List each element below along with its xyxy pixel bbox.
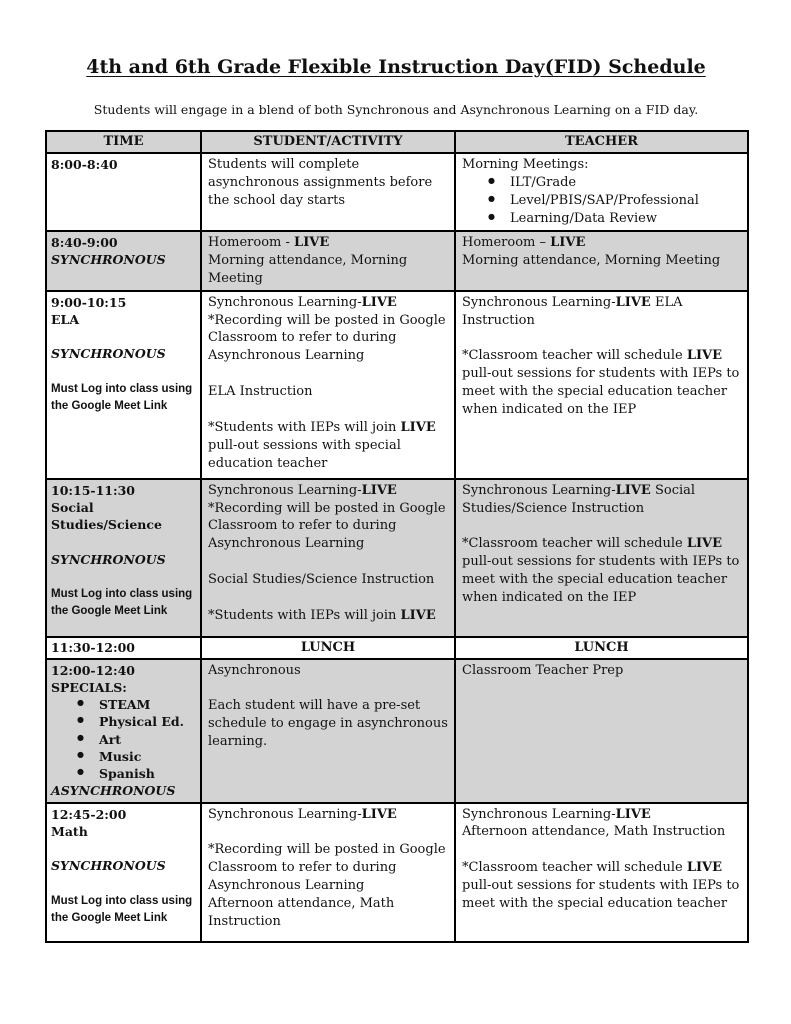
text-segment: *Classroom teacher will schedule [462,348,687,364]
text-segment: *Classroom teacher will schedule [462,860,687,876]
text-segment: ILT/Grade [510,174,577,190]
col-header-teacher: TEACHER [455,131,748,153]
bullet-icon: ● [77,749,84,759]
blank-line [51,363,196,380]
text-segment: Asynchronous [208,662,301,678]
text-segment: LIVE [686,348,723,364]
text-line [462,234,741,252]
text-segment: 8:00-8:40 [51,157,118,172]
bullet-item [51,713,196,730]
text-line [462,823,741,841]
text-segment: Each student will have a pre-set schedule to engage in asynchronous learning. [208,698,448,750]
text-line [208,662,448,680]
text-segment: SYNCHRONOUS [51,346,166,362]
text-line [51,639,196,656]
col-header-student-activity: STUDENT/ACTIVITY [201,131,455,153]
table-row [46,291,748,479]
text-segment: pull-out sessions with special education teacher [208,438,401,471]
bullet-text [99,713,184,730]
text-line [462,535,741,607]
text-line [462,294,741,330]
text-segment: Synchronous Learning- [462,806,616,822]
text-segment: Music [99,748,142,764]
text-line [462,252,741,270]
cell-time [46,231,201,291]
text-segment: Synchronous Learning- [208,806,362,822]
bullet-item [51,748,196,765]
text-line [208,234,448,252]
cell-student [201,479,455,637]
text-segment: Morning attendance, Morning Meeting [208,252,408,286]
text-segment: Synchronous Learning- [208,294,362,310]
text-line [462,859,741,913]
text-segment: Homeroom - [208,234,295,250]
bullet-item [51,765,196,782]
text-segment: Synchronous Learning- [208,482,362,498]
blank-line [51,533,196,550]
text-segment: 11:30-12:00 [51,639,135,655]
text-line [51,294,196,311]
text-line [462,482,741,518]
blank-line [208,679,448,697]
cell-time [46,803,201,942]
blank-line [208,553,448,571]
bullet-icon: ● [488,193,495,203]
text-segment: Art [99,731,122,747]
text-line [51,380,196,414]
text-line [51,156,196,173]
text-line [51,482,196,499]
text-segment: *Classroom teacher will schedule [462,536,687,552]
bullet-item [51,696,196,713]
text-line [208,312,448,366]
text-segment: LIVE [400,420,436,436]
text-segment: *Recording will be posted in Google Classroom to refer to during Asynchronous Learning [208,312,446,364]
cell-teacher [455,153,748,231]
page-subtitle: Students will engage in a blend of both Synchronous and Asynchronous Learning on a FID day. [93,102,699,117]
cell-student [201,659,455,803]
cell-teacher [455,231,748,291]
text-line [208,294,448,312]
text-segment: 10:15-11:30 [51,482,135,498]
blank-line [208,401,448,419]
text-segment: STEAM [99,697,151,712]
blank-line [51,328,196,345]
cell-student [201,231,455,291]
text-segment: *Recording will be posted in Google Classroom to refer to during Asynchronous Learning [208,500,446,552]
bullet-item [462,210,741,228]
text-line [51,662,196,679]
text-line [208,895,448,931]
text-line [208,639,448,657]
text-line [51,234,196,251]
text-segment: 9:00-10:15 [51,294,127,310]
text-segment: Social Studies/Science Instruction [208,572,435,588]
bullet-icon: ● [488,175,495,185]
text-segment: LIVE [615,806,651,822]
text-line [51,679,196,696]
table-row [46,659,748,803]
text-line [51,551,196,568]
text-segment: *Students with IEPs will join [208,420,401,436]
text-line [208,607,448,625]
bullet-item [462,174,741,192]
text-line [51,892,196,926]
text-segment: Spanish [99,766,155,781]
text-segment: SYNCHRONOUS [51,551,166,567]
cell-student [201,803,455,942]
bullet-icon: ● [488,211,495,221]
text-segment: LIVE [400,608,436,624]
table-row [46,803,748,942]
text-segment: Homeroom – [462,234,551,250]
text-line [462,662,741,680]
text-segment: Afternoon attendance, Math Instruction [208,896,395,930]
text-line [51,585,196,619]
cell-teacher [455,637,748,659]
text-segment: Morning attendance, Morning Meeting [462,252,721,268]
text-line [462,639,741,657]
bullet-text [99,765,155,782]
text-segment: ELA Instruction [208,384,313,400]
text-line [51,823,196,840]
text-line [51,782,196,799]
bullet-item [51,731,196,748]
cell-student [201,153,455,231]
text-segment: ELA [51,311,80,327]
blank-line [51,875,196,892]
text-segment: pull-out sessions for students with IEPs to meet with the special education teacher when indicated on the IEP [462,366,740,418]
text-segment: Social Studies/Science [51,499,162,533]
text-segment: LIVE [361,482,397,498]
text-segment: Synchronous Learning- [462,294,616,310]
text-line [462,347,741,419]
text-line [208,500,448,554]
bullet-icon: ● [77,732,84,742]
text-segment: Students will complete asynchronous assignments before the school day starts [208,157,433,208]
text-line [51,499,196,534]
text-segment: Social Studies/Science Instruction [462,482,696,516]
text-line [51,806,196,823]
text-segment: Physical Ed. [99,714,184,730]
cell-time [46,659,201,803]
blank-line [51,568,196,585]
text-line [208,383,448,401]
bullet-text [99,731,121,748]
text-segment: Afternoon attendance, Math Instruction [462,824,726,840]
text-line [208,806,448,824]
text-segment: ASYNCHRONOUS [51,783,176,799]
bullet-item [462,192,741,210]
text-segment: LIVE [294,234,330,250]
text-segment: LIVE [361,806,397,822]
cell-teacher [455,803,748,942]
text-line [208,697,448,751]
text-segment: LUNCH [300,639,356,655]
bullet-text [510,192,699,210]
text-segment: ELA Instruction [462,294,683,328]
bullet-icon: ● [77,767,84,776]
table-row [46,479,748,637]
text-segment: Math [51,823,88,839]
text-line [208,841,448,895]
text-segment: Classroom Teacher Prep [462,662,624,678]
text-segment: 12:45-2:00 [51,806,127,822]
text-line [208,571,448,589]
text-line [462,806,741,824]
text-segment: *Students with IEPs will join [208,608,401,624]
text-segment: SYNCHRONOUS [51,858,166,874]
blank-line [462,517,741,535]
schedule-table [45,130,749,943]
bullet-text [510,174,576,192]
text-line [208,156,448,210]
text-line [208,419,448,473]
text-segment: SPECIALS: [51,679,127,695]
cell-teacher [455,659,748,803]
text-segment: pull-out sessions for students with IEPs to meet with the special education teacher when indicated on the IEP [462,554,740,606]
col-header-time: TIME [46,131,201,153]
text-segment: *Recording will be posted in Google Classroom to refer to during Asynchronous Learning [208,842,446,894]
blank-line [208,823,448,841]
cell-time [46,479,201,637]
bullet-text [510,210,657,228]
text-segment: 8:40-9:00 [51,234,118,250]
text-line [208,252,448,288]
text-segment: Synchronous Learning- [462,482,616,498]
cell-student [201,637,455,659]
text-segment: LIVE [686,536,723,552]
text-segment: Must Log into class using the Google Meet Link [51,894,193,924]
text-line [51,857,196,874]
cell-time [46,291,201,479]
bullet-text [99,696,150,713]
blank-line [208,589,448,607]
cell-time [46,153,201,231]
text-segment: LIVE [361,294,397,310]
bullet-text [99,748,141,765]
blank-line [462,329,741,347]
blank-line [51,840,196,857]
text-segment: LIVE [615,482,651,498]
bullet-icon: ● [77,698,84,707]
page-title: 4th and 6th Grade Flexible Instruction Day(FID) Schedule [86,56,706,78]
text-line [51,251,196,268]
cell-teacher [455,291,748,479]
text-segment: 12:00-12:40 [51,662,135,678]
cell-student [201,291,455,479]
text-segment: Must Log into class using the Google Meet Link [51,588,193,617]
table-row [46,153,748,231]
text-segment: LUNCH [574,639,629,655]
text-segment: LIVE [550,234,586,250]
text-line [208,482,448,500]
text-segment: SYNCHRONOUS [51,252,166,267]
text-line [462,156,741,174]
bullet-icon: ● [77,715,84,725]
table-row [46,637,748,659]
text-segment: LIVE [615,294,651,310]
text-segment: Must Log into class using the Google Meet Link [51,382,193,412]
text-segment: Level/PBIS/SAP/Professional [510,192,699,208]
cell-teacher [455,479,748,637]
blank-line [208,365,448,383]
text-segment: Morning Meetings: [462,157,589,172]
table-header-row [46,131,748,153]
text-line [51,311,196,328]
text-segment: pull-out sessions for students with IEPs to meet with the special education teacher [462,878,740,912]
cell-time [46,637,201,659]
table-row [46,231,748,291]
text-line [51,345,196,362]
blank-line [462,841,741,859]
text-segment: Learning/Data Review [510,210,657,226]
text-segment: LIVE [686,860,723,876]
